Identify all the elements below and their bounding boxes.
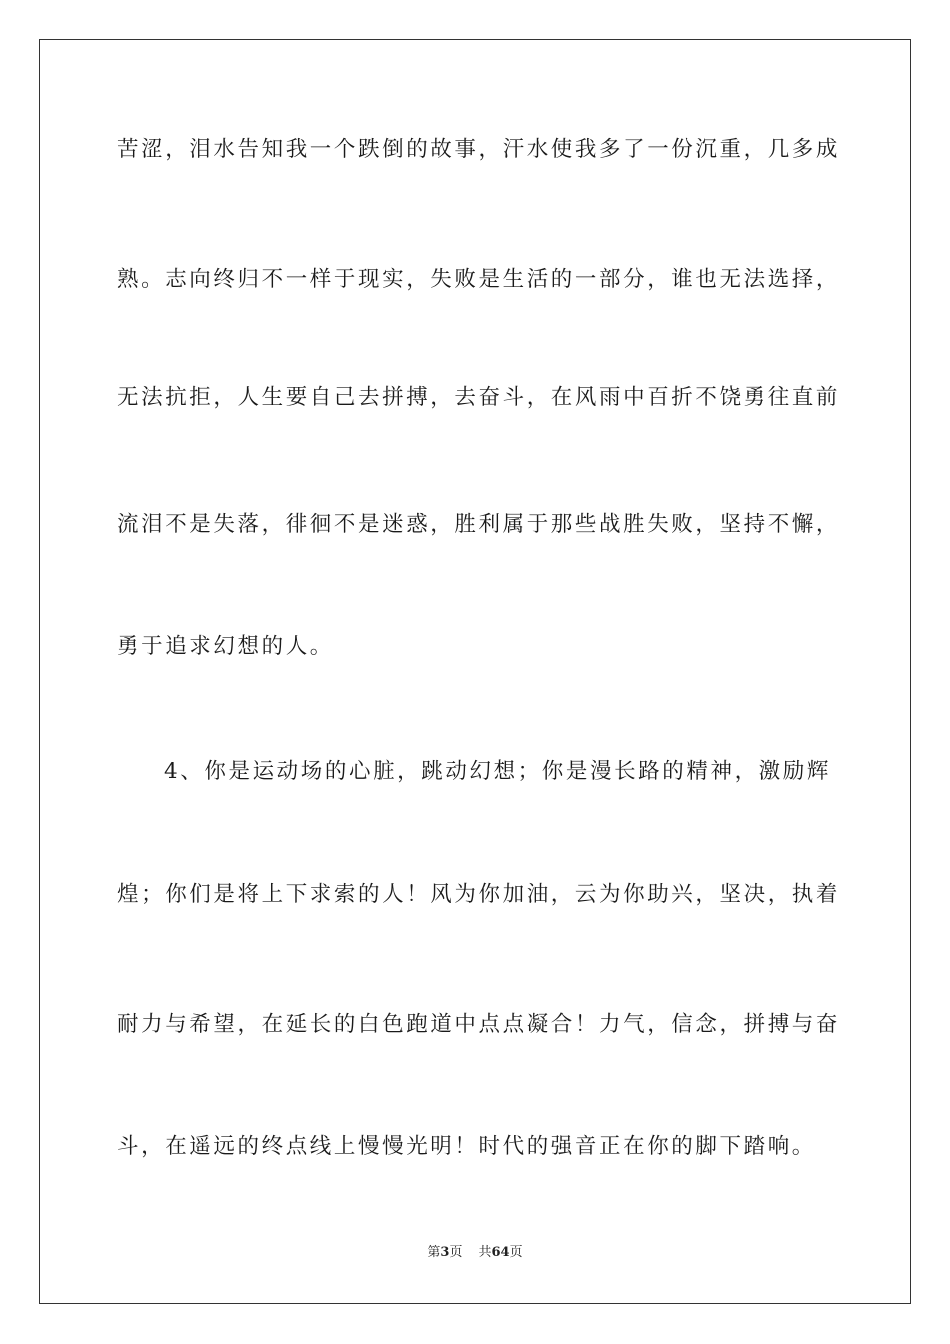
page-number: 3 <box>440 1245 450 1260</box>
page-border <box>39 39 911 1304</box>
total-prefix: 共 <box>478 1245 492 1260</box>
text-line-3: 无法抗拒，人生要自己去拼搏，去奋斗，在风雨中百折不饶勇往直前 <box>117 385 841 410</box>
page-prefix: 第 <box>427 1245 441 1260</box>
text-line-8: 耐力与希望，在延长的白色跑道中点点凝合！力气，信念，拼搏与奋 <box>117 1012 841 1037</box>
text-line-6-paragraph-start: 4、你是运动场的心脏，跳动幻想；你是漫长路的精神，激励辉 <box>164 759 831 784</box>
text-line-1: 苦涩，泪水告知我一个跌倒的故事，汗水使我多了一份沉重，几多成 <box>117 137 841 162</box>
page-suffix: 页 <box>449 1245 463 1260</box>
total-suffix: 页 <box>509 1245 523 1260</box>
text-line-2: 熟。志向终归不一样于现实，失败是生活的一部分，谁也无法选择， <box>117 267 841 292</box>
total-pages: 64 <box>491 1245 510 1260</box>
text-line-5: 勇于追求幻想的人。 <box>117 634 334 659</box>
page-footer <box>0 1243 950 1263</box>
text-line-4: 流泪不是失落，徘徊不是迷惑，胜利属于那些战胜失败，坚持不懈， <box>117 512 841 537</box>
text-line-9: 斗，在遥远的终点线上慢慢光明！时代的强音正在你的脚下踏响。 <box>117 1134 816 1159</box>
text-line-7: 煌；你们是将上下求索的人！风为你加油，云为你助兴，坚决，执着 <box>117 882 841 907</box>
